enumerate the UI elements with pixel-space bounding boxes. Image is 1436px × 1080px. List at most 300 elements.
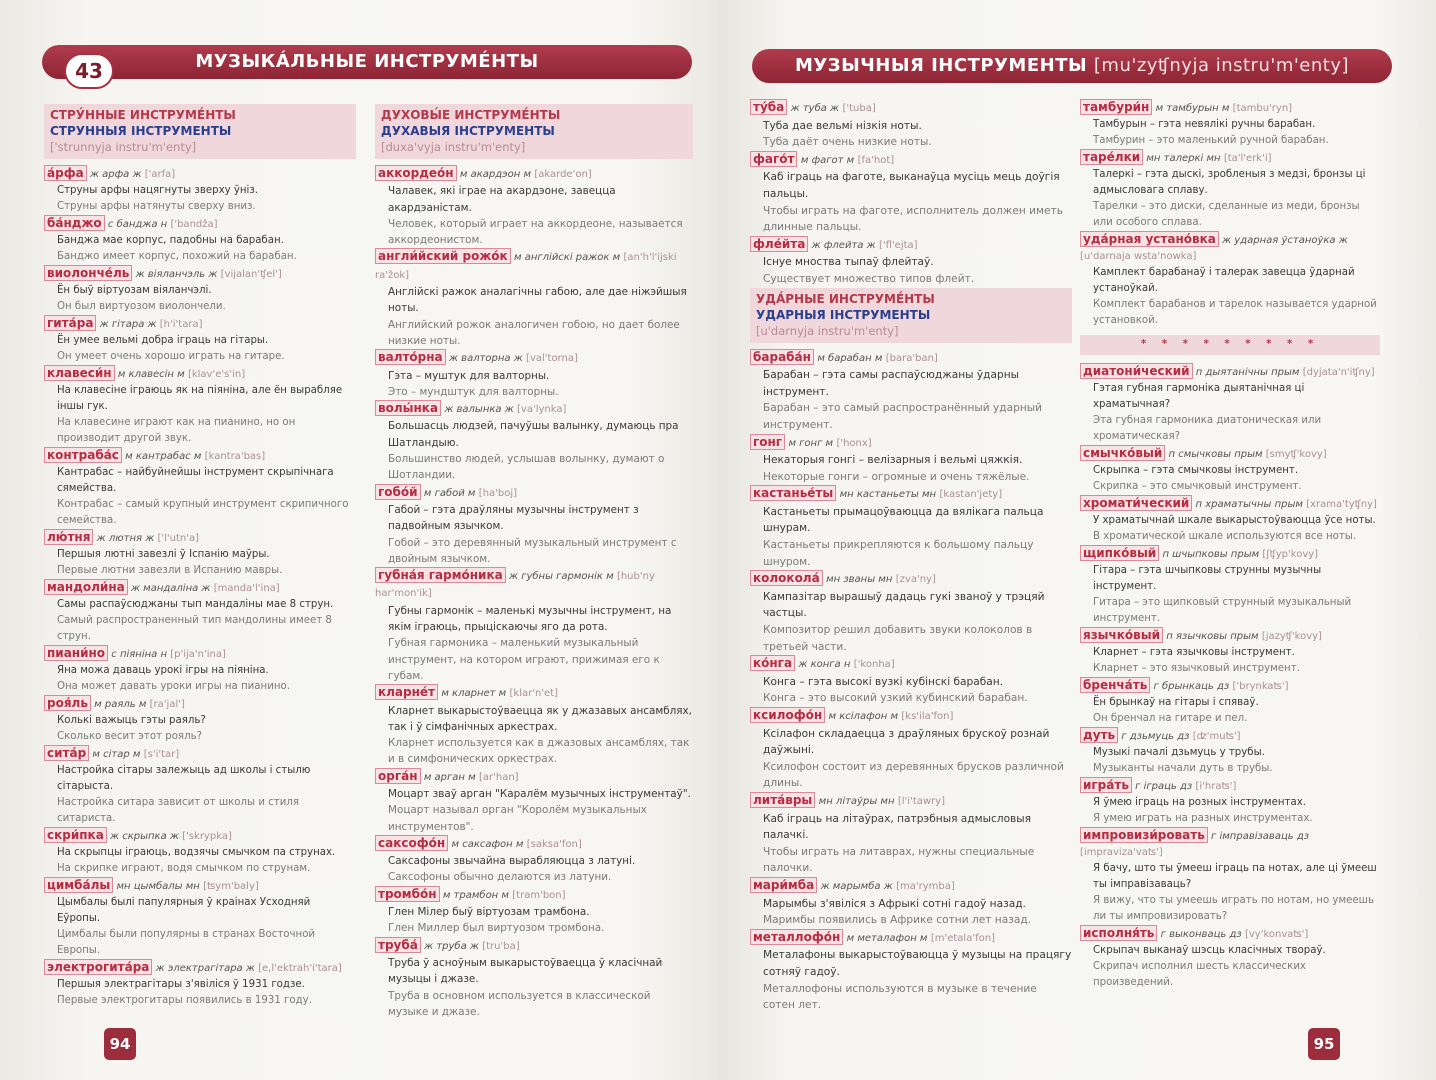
example-belarusian: Скрыпка – гэта смычковы інструмент. (1093, 465, 1299, 476)
example-russian: Большинство людей, услышав волынку, думают о Шотландии. (388, 453, 665, 482)
grammar-note: ж мандаліна ж (130, 583, 211, 594)
headword: гобо́й (375, 484, 421, 500)
headword: бараба́н (750, 349, 814, 365)
example-belarusian: Барабан – гэта самы распаўсюджаны ўдарны інструмент. (763, 369, 1019, 398)
example-russian: На скрипке играют, водя смычком по струнам. (57, 863, 311, 874)
grammar-note: м фагот м (800, 154, 855, 166)
example-belarusian: Кастаньеты прымацоўваюцца да вялікага пальца шнурам. (763, 505, 1044, 535)
right-page (718, 0, 1436, 1080)
example-belarusian: Моцарт зваў арган "Каралём музычных інструментаў". (388, 787, 691, 800)
dictionary-entry (375, 886, 693, 937)
example-russian: Глен Миллер был виртуозом тромбона. (388, 922, 605, 935)
headword: а́рфа (44, 165, 87, 181)
grammar-note: п дыятанічны прым (1195, 367, 1300, 378)
example-belarusian: Я бачу, што ты ўмееш іграць па нотах, але ці ўмееш ты імправізаваць? (1093, 863, 1377, 890)
headword: валто́рна (375, 349, 446, 365)
example-russian: Настройка ситара зависит от школы и стиля ситариста. (57, 797, 299, 824)
transcription: [xrama'tyʧny] (1306, 499, 1377, 510)
headword: саксофо́н (375, 835, 448, 851)
entry-headline (375, 567, 693, 603)
transcription: [ʣ'muʦ'] (1192, 731, 1241, 742)
entry-headline (375, 684, 693, 702)
grammar-note: г брынкаць дз (1153, 681, 1230, 692)
example-russian: Кастаньеты прикрепляются к большому пальцу шнуром. (763, 539, 1034, 568)
transcription: [fa'hot] (857, 154, 895, 166)
example-belarusian: Настройка сітары залежыць ад школы і стылю сітарыста. (57, 765, 311, 792)
headword: дуть (1080, 727, 1118, 743)
dictionary-entry (375, 349, 693, 400)
grammar-note: ж арфа ж (89, 169, 142, 180)
example-belarusian: Гэта – муштук для валторны. (388, 369, 550, 382)
example-russian: Он бренчал на гитаре и пел. (1093, 713, 1248, 724)
headword: лита́вры (750, 792, 815, 808)
section-header-ru: ДУХОВЫ́Е ИНСТРУМЕ́НТЫ (381, 108, 561, 122)
transcription: [e,l'ektrah'i'tara] (258, 963, 342, 974)
example-russian: Цимбалы были популярны в странах Восточной Европы. (57, 929, 316, 956)
example-belarusian: На скрыпцы іграюць, водзячы смычком па струнах. (57, 847, 336, 858)
example-belarusian: Каб іграць на фаготе, выканаўца мусіць мець доўгія пальцы. (763, 171, 1060, 200)
dictionary-entry (750, 434, 1072, 486)
headword: фаго́т (750, 151, 797, 167)
transcription: [ar'han] (478, 771, 519, 783)
dictionary-entry (44, 447, 356, 529)
transcription: [smyʧ'kovy] (1265, 449, 1327, 460)
transcription: ['bandža] (170, 219, 218, 230)
example-russian: Комплект барабанов и тарелок называется ударной установкой. (1093, 299, 1377, 326)
lesson-number: 43 (64, 53, 114, 89)
example-belarusian: Гэтая губная гармоніка дыятанічная ці храматычная? (1093, 383, 1305, 410)
example-belarusian: Каб іграць на літаўрах, патрэбныя адмысловыя палачкі. (763, 812, 1032, 842)
entry-headline (750, 877, 1072, 896)
transcription: [tru'ba] (482, 940, 520, 952)
dictionary-entry (1080, 727, 1380, 777)
grammar-note: м арган м (423, 771, 476, 783)
transcription: ['skrypka] (182, 831, 232, 842)
lesson-title-be: МУЗЫЧНЫЯ ІНСТРУМЕНТЫ (794, 55, 1088, 76)
dictionary-entry (750, 349, 1072, 434)
example-belarusian: Тамбурын – гэта невялікі ручны барабан. (1093, 119, 1316, 130)
section-header (750, 288, 1072, 343)
headword: щипко́вый (1080, 545, 1159, 561)
column-wind-instruments (375, 104, 693, 1020)
grammar-note: п язычковы прым (1166, 631, 1259, 642)
grammar-note: ж губны гармонік м (509, 571, 614, 583)
transcription: [jazyʧ'kovy] (1261, 631, 1322, 642)
transcription: [ʃʧyp'kovy] (1262, 549, 1319, 560)
headword: ту́ба (750, 99, 787, 115)
headword: орга́н (375, 768, 421, 784)
example-belarusian: Ксілафон складаецца з драўляных брускоў рознай даўжыні. (763, 727, 1050, 757)
example-belarusian: Цымбалы былі папулярныя ў краінах Усходняй Еўропы. (57, 897, 311, 924)
example-russian: Я вижу, что ты умеешь играть по нотам, но умеешь ли ты импровизировать? (1093, 895, 1375, 922)
dictionary-entry (750, 570, 1072, 655)
headword: пиани́но (44, 645, 108, 661)
dictionary-entry (375, 484, 693, 567)
entry-headline (750, 707, 1072, 726)
headword: бренча́ть (1080, 677, 1150, 693)
column-string-instruments (44, 104, 356, 1009)
transcription: [ks'ila'fon] (901, 711, 954, 722)
example-belarusian: Марымбы з'явіліся з Афрыкі сотні гадоў назад. (763, 897, 1026, 910)
example-russian: Гобой – это деревянный музыкальный инструмент с двойным язычком. (388, 536, 677, 565)
grammar-note: ж скрыпка ж (110, 831, 179, 842)
entry-headline (1080, 99, 1380, 117)
dictionary-entry (44, 215, 356, 265)
grammar-note: м трамбон м (442, 889, 509, 901)
entry-headline (375, 835, 693, 853)
entry-headline (750, 929, 1072, 948)
transcription: ['fl'ejta] (878, 239, 918, 251)
grammar-note: ж флейта ж (811, 239, 876, 251)
example-belarusian: Глен Мілер быў віртуозам трамбона. (388, 906, 590, 919)
divider-stars: * * * * * * * * * (1080, 335, 1380, 355)
example-belarusian: Існуе мноства тыпаў флейтаў. (763, 256, 934, 269)
headword: цимба́лы (44, 877, 113, 893)
example-belarusian: Талеркі – гэта дыскі, зробленыя з медзі, бронзы ці адмысловага сплаву. (1093, 169, 1366, 196)
example-belarusian: Колькі важыць гэты раяль? (57, 715, 206, 726)
grammar-note: м ксілафон м (828, 711, 899, 722)
entry-headline (750, 151, 1072, 170)
example-russian: Музыканты начали дуть в трубы. (1093, 763, 1273, 774)
example-belarusian: Банджа мае корпус, падобны на барабан. (57, 235, 284, 246)
transcription: [impraviza'vaʦ'] (1080, 847, 1163, 858)
dictionary-entry (44, 365, 356, 447)
dictionary-entry (375, 567, 693, 684)
transcription: [kantra'bas] (204, 451, 266, 462)
grammar-note: п шчыпковы прым (1162, 549, 1260, 560)
grammar-note: с банджа н (107, 219, 168, 230)
entry-headline (44, 959, 356, 977)
dictionary-entry (1080, 627, 1380, 677)
headword: роя́ль (44, 695, 91, 711)
example-russian: Я умею играть на разных инструментах. (1093, 813, 1313, 824)
transcription: [ta'l'erk'i] (1223, 153, 1272, 164)
example-russian: Она может давать уроки игры на пианино. (57, 681, 290, 692)
grammar-note: м кантрабас м (125, 451, 202, 462)
entry-headline (375, 400, 693, 418)
dictionary-entry (1080, 445, 1380, 495)
grammar-note: ж труба ж (424, 940, 479, 952)
transcription: [tram'bon] (512, 889, 566, 901)
dictionary-entry (44, 529, 356, 579)
dictionary-entry (750, 151, 1072, 236)
entry-headline (1080, 627, 1380, 645)
example-russian: Некоторые гонги – огромные и очень тяжёлые. (763, 470, 1030, 483)
entry-headline (750, 485, 1072, 504)
example-russian: Контрабас – самый крупный инструмент скрипичного семейства. (57, 499, 349, 526)
grammar-note: м сітар м (92, 749, 141, 760)
dictionary-entry (44, 959, 356, 1009)
dictionary-entry (1080, 777, 1380, 827)
dictionary-entry (375, 248, 693, 349)
example-russian: Конга – это высокий узкий кубинский барабан. (763, 692, 1028, 705)
example-belarusian: Ён умее вельмі добра іграць на гітары. (57, 335, 269, 346)
example-belarusian: Ён быў віртуозам віяланчэлі. (57, 285, 212, 296)
entry-headline (1080, 545, 1380, 563)
transcription: [an'h'l'ijski ra'žok] (375, 252, 677, 281)
transcription: [h'i'tara] (159, 319, 203, 330)
example-belarusian: Габой – гэта драўляны музычны інструмент з падвойным язычком. (388, 503, 639, 533)
grammar-note: ж віяланчэль ж (135, 269, 218, 280)
dictionary-entry (375, 684, 693, 767)
lesson-title-banner (42, 45, 692, 79)
entry-headline (1080, 925, 1380, 943)
entry-headline (44, 265, 356, 283)
grammar-note: мн талеркі мн (1146, 153, 1221, 164)
grammar-note: м гонг м (788, 437, 834, 449)
entry-headline (750, 434, 1072, 453)
entry-headline (375, 937, 693, 955)
entry-headline (44, 315, 356, 333)
example-russian: Ксилофон состоит из деревянных брусков различной длины. (763, 760, 1064, 790)
grammar-note: ж лютня ж (96, 533, 155, 544)
dictionary-entry (750, 655, 1072, 707)
example-russian: В хроматической шкале используются все ноты. (1093, 531, 1357, 542)
headword: игра́ть (1080, 777, 1132, 793)
grammar-note: г імправізаваць дз (1211, 831, 1310, 842)
dictionary-entry (1080, 231, 1380, 329)
entry-headline (375, 349, 693, 367)
entry-headline (750, 655, 1072, 674)
transcription: [dyjata'n'iʧny] (1302, 367, 1375, 378)
example-russian: Барабан – это самый распространённый ударный инструмент. (763, 402, 1043, 431)
dictionary-entry (375, 400, 693, 483)
headword: аккордео́н (375, 165, 457, 181)
example-belarusian: Некаторыя гонгі – велізарныя і вельмі цяжкія. (763, 454, 1023, 467)
column-misc-terms (1080, 99, 1380, 991)
headword: фле́йта (750, 236, 808, 252)
example-russian: Существует множество типов флейт. (763, 272, 975, 285)
entry-headline (750, 236, 1072, 255)
entry-headline (1080, 495, 1380, 513)
example-belarusian: Камплект барабанаў і талерак завецца ўдарнай устаноўкай. (1093, 267, 1355, 294)
example-russian: Тарелки – это диски, сделанные из меди, бронзы или особого сплава. (1093, 201, 1360, 228)
entry-headline (44, 165, 356, 183)
entry-headline (44, 529, 356, 547)
dictionary-entry (750, 485, 1072, 570)
headword: уда́рная устано́вка (1080, 231, 1219, 247)
example-russian: Струны арфы натянуты сверху вниз. (57, 201, 256, 212)
headword: мари́мба (750, 877, 817, 893)
example-russian: Первые лютни завезли в Испанию мавры. (57, 565, 283, 576)
transcription: [tambu'ryn] (1232, 103, 1293, 114)
grammar-note: г дзьмуць дз (1121, 731, 1190, 742)
grammar-note: с піяніна н (111, 649, 167, 660)
transcription: [ma'rymba] (896, 880, 955, 892)
dictionary-entry (44, 745, 356, 827)
example-belarusian: Губны гармонік – маленькі музычны інструмент, на якім іграюць, прыціскаючы яго да рота. (388, 604, 672, 634)
entry-headline (375, 768, 693, 786)
example-russian: Моцарт называл орган "Королём музыкальных инструментов". (388, 804, 647, 833)
example-russian: Человек, который играет на аккордеоне, называется аккордеонистом. (388, 217, 683, 247)
headword: губна́я гармо́ника (375, 567, 506, 583)
entry-headline (1080, 727, 1380, 745)
grammar-note: ж электрагітара ж (155, 963, 255, 974)
example-russian: Он умеет очень хорошо играть на гитаре. (57, 351, 285, 362)
transcription: [bara'ban] (885, 352, 938, 364)
transcription: [ha'boj] (478, 487, 518, 499)
example-belarusian: Самы распаўсюджаны тып мандаліны мае 8 струн. (57, 599, 334, 610)
grammar-note: ж туба ж (790, 103, 840, 114)
transcription: ['arfa] (144, 169, 176, 180)
transcription: ['konha] (853, 659, 895, 671)
headword: язычко́вый (1080, 627, 1163, 643)
column-percussion-instruments (750, 99, 1072, 1014)
grammar-note: мн званы мн (826, 574, 893, 586)
example-belarusian: Першыя электрагітары з'явіліся ў 1931 годзе. (57, 979, 305, 990)
dictionary-entry (1080, 495, 1380, 545)
section-header-be: ДУХАВЫЯ ІНСТРУМЕНТЫ (381, 124, 555, 138)
transcription: [p'ija'n'ina] (170, 649, 226, 660)
headword: металлофо́н (750, 929, 843, 945)
example-russian: Скрипач исполнил шесть классических произведений. (1093, 961, 1306, 988)
example-russian: Банджо имеет корпус, похожий на барабан. (57, 251, 297, 262)
example-belarusian: Чалавек, які іграе на акардэоне, завецца акардэаністам. (388, 185, 616, 214)
headword: ко́нга (750, 655, 795, 671)
example-russian: Маримбы появились в Африке сотни лет назад. (763, 914, 1032, 927)
example-russian: Первые электрогитары появились в 1931 году. (57, 995, 312, 1006)
dictionary-entry (1080, 925, 1380, 991)
example-belarusian: Музыкі пачалі дзьмуць у трубы. (1093, 747, 1265, 758)
grammar-note: м раяль м (94, 699, 147, 710)
grammar-note: м англійскі ражок м (514, 252, 621, 264)
dictionary-entry (750, 929, 1072, 1014)
example-russian: Кларнет используется как в джазовых ансамблях, так и в симфонических оркестрах. (388, 737, 690, 766)
example-belarusian: Кампазітар вырашыў дадаць гукі званоў у трэцяй частцы. (763, 590, 1045, 620)
grammar-note: м акардэон м (459, 169, 532, 180)
entry-headline (750, 570, 1072, 589)
headword: ба́нджо (44, 215, 105, 231)
dictionary-entry (44, 695, 356, 745)
example-belarusian: Саксафоны звычайна вырабляюцца з латуні. (388, 855, 636, 868)
grammar-note: м барабан м (817, 352, 883, 364)
headword: мандоли́на (44, 579, 128, 595)
example-russian: Скрипка – это смычковый инструмент. (1093, 481, 1302, 492)
entry-headline (1080, 149, 1380, 167)
example-russian: Чтобы играть на фаготе, исполнитель должен иметь длинные пальцы. (763, 204, 1063, 234)
entry-headline (44, 827, 356, 845)
dictionary-entry (44, 579, 356, 645)
headword: лю́тня (44, 529, 93, 545)
transcription: [m'etala'fon] (930, 932, 995, 944)
dictionary-entry (1080, 827, 1380, 925)
page-number: 95 (1308, 1028, 1340, 1060)
example-russian: Тамбурин – это маленький ручной барабан. (1093, 135, 1329, 146)
entry-headline (1080, 445, 1380, 463)
transcription: ['tuba] (842, 103, 876, 114)
example-belarusian: Першыя лютні завезлі ў Іспанію маўры. (57, 549, 270, 560)
example-russian: Это – мундштук для валторны. (388, 385, 559, 398)
headword: виолонче́ль (44, 265, 132, 281)
entry-headline (1080, 231, 1380, 265)
example-belarusian: Конга – гэта высокі вузкі кубінскі барабан. (763, 675, 1004, 688)
grammar-note: г выконваць дз (1160, 929, 1242, 940)
entry-headline (44, 365, 356, 383)
grammar-note: ж ударная ўстаноўка ж (1222, 235, 1348, 246)
dictionary-entry (44, 877, 356, 959)
dictionary-entry (750, 792, 1072, 877)
lesson-title: МУЗЫКÁЛЬНЫЕ ИНСТРУМÉНТЫ (195, 51, 539, 72)
dictionary-entry (1080, 677, 1380, 727)
transcription: ['l'utn'a] (157, 533, 200, 544)
example-belarusian: Англійскі ражок аналагічны габою, але дае ніжэйшыя ноты. (388, 286, 687, 315)
example-russian: Эта губная гармоника диатоническая или хроматическая? (1093, 415, 1322, 442)
section-header (375, 104, 693, 159)
headword: клавеси́н (44, 365, 115, 381)
example-belarusian: На клавесіне іграюць як на піяніна, але ён вырабляе іншы гук. (57, 385, 343, 412)
dictionary-entry (44, 827, 356, 877)
transcription: [ra'jal'] (149, 699, 185, 710)
transcription: [val'torna] (526, 353, 578, 365)
example-russian: Туба даёт очень низкие ноты. (763, 136, 932, 149)
entry-headline (375, 886, 693, 904)
entry-headline (1080, 677, 1380, 695)
dictionary-entry (44, 265, 356, 315)
dictionary-entry (1080, 149, 1380, 231)
grammar-note: м саксафон м (451, 838, 524, 850)
example-russian: Гитара – это щипковый струнный музыкальный инструмент. (1093, 597, 1352, 624)
entry-headline (44, 645, 356, 663)
headword: тамбури́н (1080, 99, 1152, 115)
grammar-note: ж валторна ж (448, 353, 523, 365)
example-russian: Композитор решил добавить звуки колоколов в третьей части. (763, 624, 1033, 653)
headword: тромбо́н (375, 886, 440, 902)
transcription: [manda'l'ina] (213, 583, 280, 594)
headword: сита́р (44, 745, 89, 761)
entry-headline (1080, 827, 1380, 861)
transcription: [vijalan'ʧel'] (220, 269, 282, 280)
section-header (44, 104, 356, 159)
example-russian: Металлофоны используются в музыке в течение сотен лет. (763, 982, 1037, 1012)
example-belarusian: Ён брынкаў на гітары і спяваў. (1093, 697, 1259, 708)
example-belarusian: Труба ў асноўным выкарыстоўваецца ў класічнай музыцы і джазе. (388, 956, 663, 986)
example-belarusian: Гітара – гэта шчыпковы струнны музычны інструмент. (1093, 565, 1322, 592)
transcription: [klav'e's'in] (187, 369, 246, 380)
headword: труба́ (375, 937, 421, 953)
dictionary-entry (750, 99, 1072, 151)
example-russian: На клавесине играют как на пианино, но он производит другой звук. (57, 417, 296, 444)
entry-headline (1080, 777, 1380, 795)
example-belarusian: Большасць людзей, пачуўшы валынку, думаюць пра Шатландыю. (388, 420, 679, 449)
grammar-note: м металафон м (846, 932, 928, 944)
headword: англи́йский рожо́к (375, 248, 511, 264)
transcription: [l'i'tawry] (897, 795, 945, 807)
transcription: [vy'konvaʦ'] (1244, 929, 1309, 940)
dictionary-entry (1080, 99, 1380, 149)
transcription: ['honx] (836, 437, 872, 449)
example-russian: Английский рожок аналогичен гобою, но дает более низкие ноты. (388, 318, 680, 347)
transcription: [va'lynka] (517, 404, 567, 416)
grammar-note: м кларнет м (441, 688, 507, 700)
grammar-note: ж марымба ж (820, 880, 893, 892)
grammar-note: м клавесін м (117, 369, 185, 380)
headword: скри́пка (44, 827, 107, 843)
headword: смычко́вый (1080, 445, 1165, 461)
transcription: [s'i'tar] (143, 749, 180, 760)
grammar-note: мн кастаньеты мн (839, 489, 937, 501)
headword: исполня́ть (1080, 925, 1157, 941)
grammar-note: мн літаўры мн (818, 795, 895, 807)
entry-headline (750, 792, 1072, 811)
entry-headline (1080, 363, 1380, 381)
dictionary-entry (375, 165, 693, 248)
dictionary-entry (44, 165, 356, 215)
example-russian: Чтобы играть на литаврах, нужны специальные палочки. (763, 845, 1035, 875)
grammar-note: п смычковы прым (1168, 449, 1263, 460)
headword: колокола́ (750, 570, 823, 586)
entry-headline (44, 695, 356, 713)
lesson-title-transcription: [mu'zyʧnyja instru'm'enty] (1093, 55, 1350, 76)
